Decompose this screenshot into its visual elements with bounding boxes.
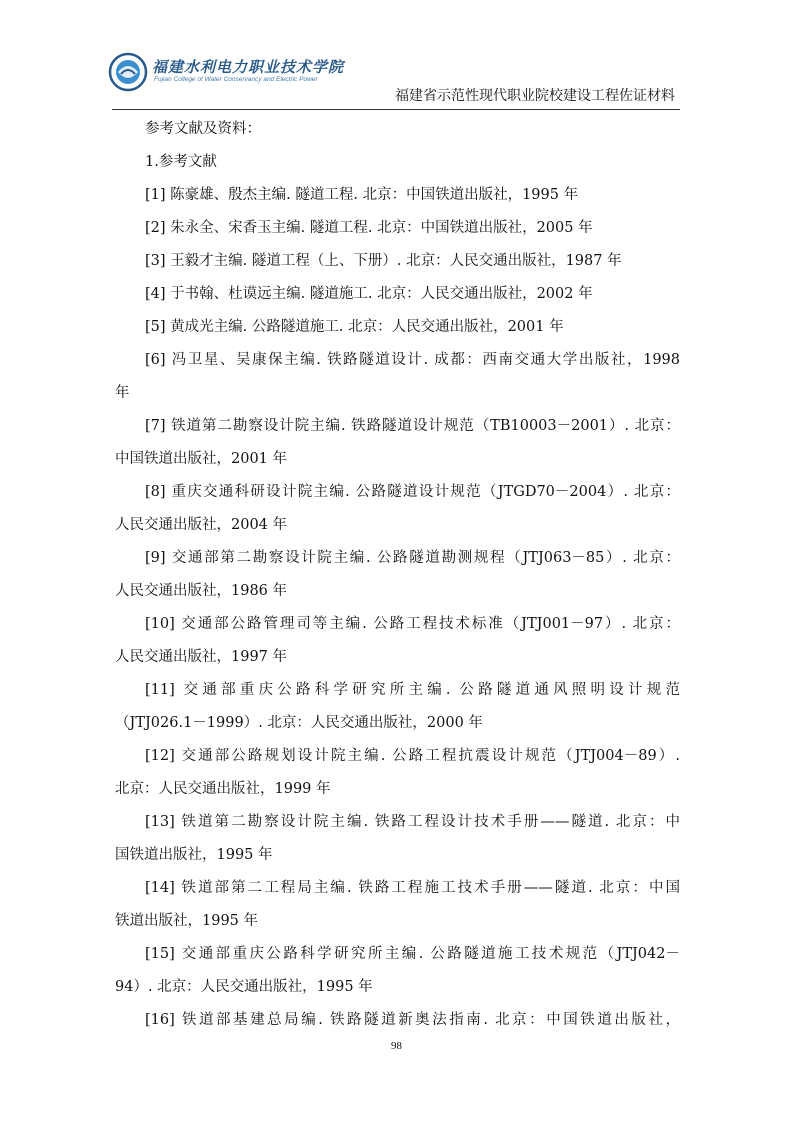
college-logo <box>108 52 408 96</box>
reference-line-continued: 人民交通出版社，2004 年 <box>115 517 288 533</box>
page-header <box>0 0 793 110</box>
reference-line: [5] 黄成光主编. 公路隧道施工. 北京：人民交通出版社，2001 年 <box>145 319 564 335</box>
reference-line-continued: 北京：人民交通出版社，1999 年 <box>115 781 331 797</box>
reference-line-continued: 人民交通出版社，1986 年 <box>115 583 288 599</box>
reference-line: [16] 铁道部基建总局编. 铁路隧道新奥法指南. 北京：中国铁道出版社， <box>145 1012 680 1028</box>
subsection-heading: 1.参考文献 <box>145 154 217 170</box>
reference-line: [11] 交通部重庆公路科学研究所主编. 公路隧道通风照明设计规范 <box>145 682 680 698</box>
college-emblem-icon <box>108 52 148 92</box>
reference-line: [10] 交通部公路管理司等主编. 公路工程技术标准（JTJ001－97）. 北京： <box>145 616 680 632</box>
logo-english-name: Fujian College of Water Conservancy and Electric Power <box>154 76 318 83</box>
reference-line: [2] 朱永全、宋香玉主编. 隧道工程. 北京：中国铁道出版社，2005 年 <box>145 220 593 236</box>
header-title: 福建省示范性现代职业院校建设工程佐证材料 <box>395 88 675 104</box>
reference-line: [8] 重庆交通科研设计院主编. 公路隧道设计规范（JTGD70－2004）. 北京： <box>145 484 680 500</box>
document-body <box>115 113 680 1037</box>
reference-line-continued: 人民交通出版社，1997 年 <box>115 649 288 665</box>
reference-line: [15] 交通部重庆公路科学研究所主编. 公路隧道施工技术规范（JTJ042－ <box>145 946 680 962</box>
reference-line-continued: 年 <box>115 385 130 401</box>
reference-line-continued: 94）. 北京：人民交通出版社，1995 年 <box>115 979 373 995</box>
header-divider <box>112 109 680 110</box>
reference-line: [3] 王毅才主编. 隧道工程（上、下册）. 北京：人民交通出版社，1987 年 <box>145 253 622 269</box>
page-number: 98 <box>391 1040 402 1052</box>
reference-line: [6] 冯卫星、吴康保主编. 铁路隧道设计. 成都：西南交通大学出版社，1998 <box>145 352 680 368</box>
reference-line: [12] 交通部公路规划设计院主编. 公路工程抗震设计规范（JTJ004－89）. <box>145 748 680 764</box>
reference-line-continued: 国铁道出版社，1995 年 <box>115 847 273 863</box>
reference-line: [7] 铁道第二勘察设计院主编. 铁路隧道设计规范（TB10003－2001）. 北京： <box>145 418 680 434</box>
reference-line-continued: 铁道出版社，1995 年 <box>115 913 259 929</box>
reference-line-continued: （JTJ026.1－1999）. 北京：人民交通出版社，2000 年 <box>115 715 483 731</box>
section-heading: 参考文献及资料： <box>145 121 261 137</box>
reference-line: [9] 交通部第二勘察设计院主编. 公路隧道勘测规程（JTJ063－85）. 北京： <box>145 550 680 566</box>
reference-line: [1] 陈豪雄、殷杰主编. 隧道工程. 北京：中国铁道出版社，1995 年 <box>145 187 579 203</box>
reference-line: [4] 于书翰、杜谟远主编. 隧道施工. 北京：人民交通出版社，2002 年 <box>145 286 593 302</box>
reference-line: [14] 铁道部第二工程局主编. 铁路工程施工技术手册——隧道. 北京：中国 <box>145 880 680 896</box>
reference-line-continued: 中国铁道出版社，2001 年 <box>115 451 288 467</box>
logo-chinese-name: 福建水利电力职业技术学院 <box>152 58 345 76</box>
reference-line: [13] 铁道第二勘察设计院主编. 铁路工程设计技术手册——隧道. 北京：中 <box>145 814 680 830</box>
